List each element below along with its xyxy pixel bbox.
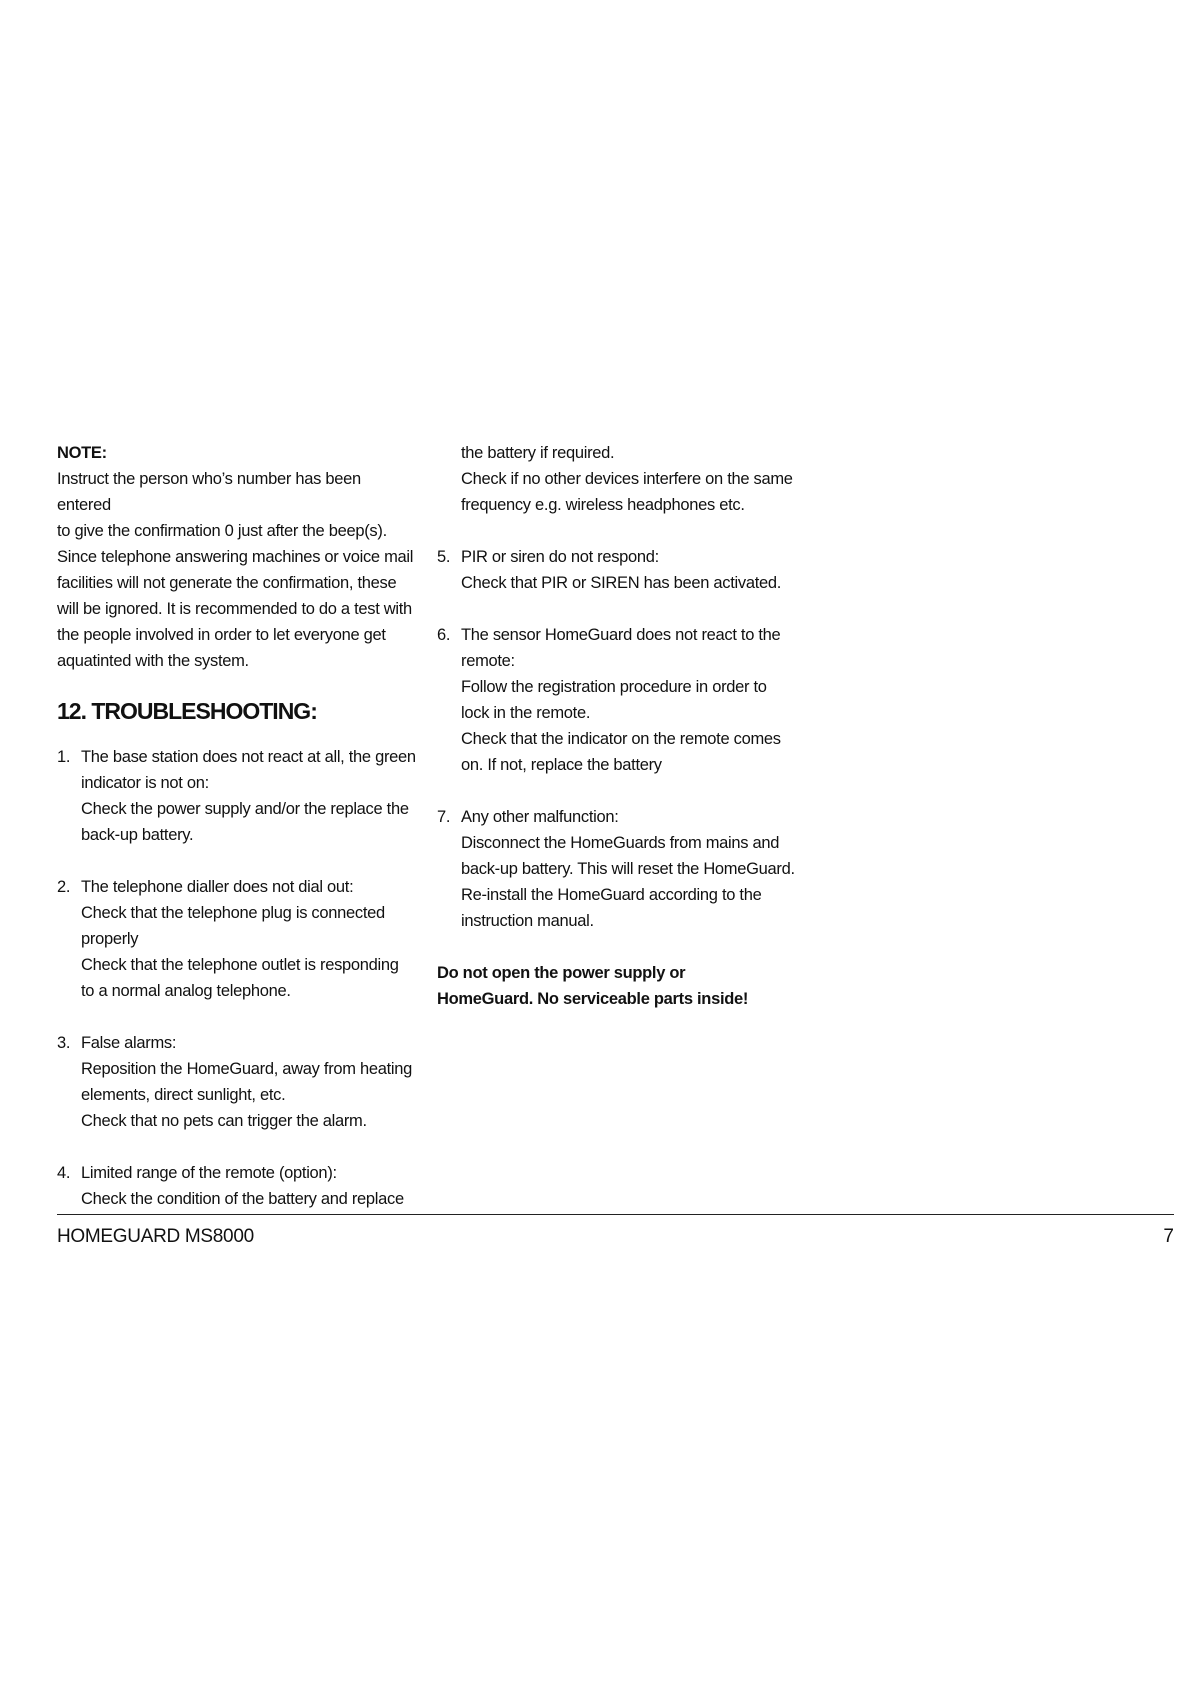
item-line: lock in the remote. (461, 704, 591, 722)
item-line: indicator is not on: (81, 774, 209, 792)
item-line: False alarms: (81, 1034, 177, 1052)
item-line: Check that the telephone plug is connected (81, 904, 385, 922)
item-line: Check that no pets can trigger the alarm. (81, 1112, 367, 1130)
right-column (437, 440, 797, 1012)
item-line: Limited range of the remote (option): (81, 1164, 337, 1182)
item-line: The telephone dialler does not dial out: (81, 878, 354, 896)
item-line: back-up battery. This will reset the HomeGuard. (461, 860, 795, 878)
section-heading: 12. TROUBLESHOOTING: (57, 698, 317, 724)
item-4-continuation (437, 440, 797, 518)
item-body (81, 1030, 417, 1134)
item-line: to a normal analog telephone. (81, 982, 291, 1000)
note-title: NOTE: (57, 444, 107, 462)
item-line: Disconnect the HomeGuards from mains and (461, 834, 780, 852)
item-line: The sensor HomeGuard does not react to the (461, 626, 781, 644)
item-number: 4. (57, 1164, 71, 1182)
item-number: 6. (437, 626, 451, 644)
troubleshooting-item-5 (437, 544, 797, 596)
item-body (461, 622, 797, 778)
item-number: 7. (437, 808, 451, 826)
page-number: 7 (1163, 1226, 1174, 1247)
note-line: to give the confirmation 0 just after the beep(s). (57, 522, 387, 540)
item-line: The base station does not react at all, the green (81, 748, 416, 766)
item-line: Check the power supply and/or the replace the (81, 800, 409, 818)
item-line: instruction manual. (461, 912, 594, 930)
item-line: Check that PIR or SIREN has been activated. (461, 574, 782, 592)
item-line: Follow the registration procedure in order to (461, 678, 767, 696)
item-body (461, 544, 797, 596)
item-line: Re-install the HomeGuard according to the (461, 886, 762, 904)
item-number: 1. (57, 748, 71, 766)
warning-line: HomeGuard. No serviceable parts inside! (437, 990, 749, 1008)
item-line: back-up battery. (81, 826, 194, 844)
item-line: Any other malfunction: (461, 808, 619, 826)
item-line: elements, direct sunlight, etc. (81, 1086, 286, 1104)
note-line: the people involved in order to let everyone get (57, 626, 386, 644)
troubleshooting-item-3 (57, 1030, 417, 1134)
item-line: Check if no other devices interfere on the same (461, 470, 793, 488)
footer-divider (57, 1214, 1174, 1215)
troubleshooting-item-6 (437, 622, 797, 778)
note-line: aquatinted with the system. (57, 652, 249, 670)
warning-text (437, 960, 797, 1012)
note-line: facilities will not generate the confirmation, these (57, 574, 397, 592)
item-body (81, 1160, 417, 1212)
troubleshooting-item-4 (57, 1160, 417, 1212)
left-column (57, 440, 417, 1212)
item-body (81, 874, 417, 1004)
item-number: 5. (437, 548, 451, 566)
footer-product-name: HOMEGUARD MS8000 (57, 1226, 254, 1247)
note-text (57, 466, 417, 674)
item-line: Check that the indicator on the remote comes (461, 730, 781, 748)
item-line: properly (81, 930, 139, 948)
item-line: Reposition the HomeGuard, away from heating (81, 1060, 413, 1078)
note-line: Instruct the person who’s number has been entered (57, 470, 361, 514)
item-body (81, 744, 417, 848)
item-number: 3. (57, 1034, 71, 1052)
note-line: will be ignored. It is recommended to do a test with (57, 600, 412, 618)
item-body (461, 804, 797, 934)
item-line: the battery if required. (461, 444, 615, 462)
item-line: remote: (461, 652, 515, 670)
item-line: frequency e.g. wireless headphones etc. (461, 496, 745, 514)
troubleshooting-item-7 (437, 804, 797, 934)
item-line: PIR or siren do not respond: (461, 548, 659, 566)
troubleshooting-item-1 (57, 744, 417, 848)
troubleshooting-item-2 (57, 874, 417, 1004)
note-line: Since telephone answering machines or voice mail (57, 548, 414, 566)
item-line: Check the condition of the battery and replace (81, 1190, 404, 1208)
item-number: 2. (57, 878, 71, 896)
item-line: Check that the telephone outlet is responding (81, 956, 399, 974)
item-line: on. If not, replace the battery (461, 756, 662, 774)
warning-line: Do not open the power supply or (437, 964, 686, 982)
